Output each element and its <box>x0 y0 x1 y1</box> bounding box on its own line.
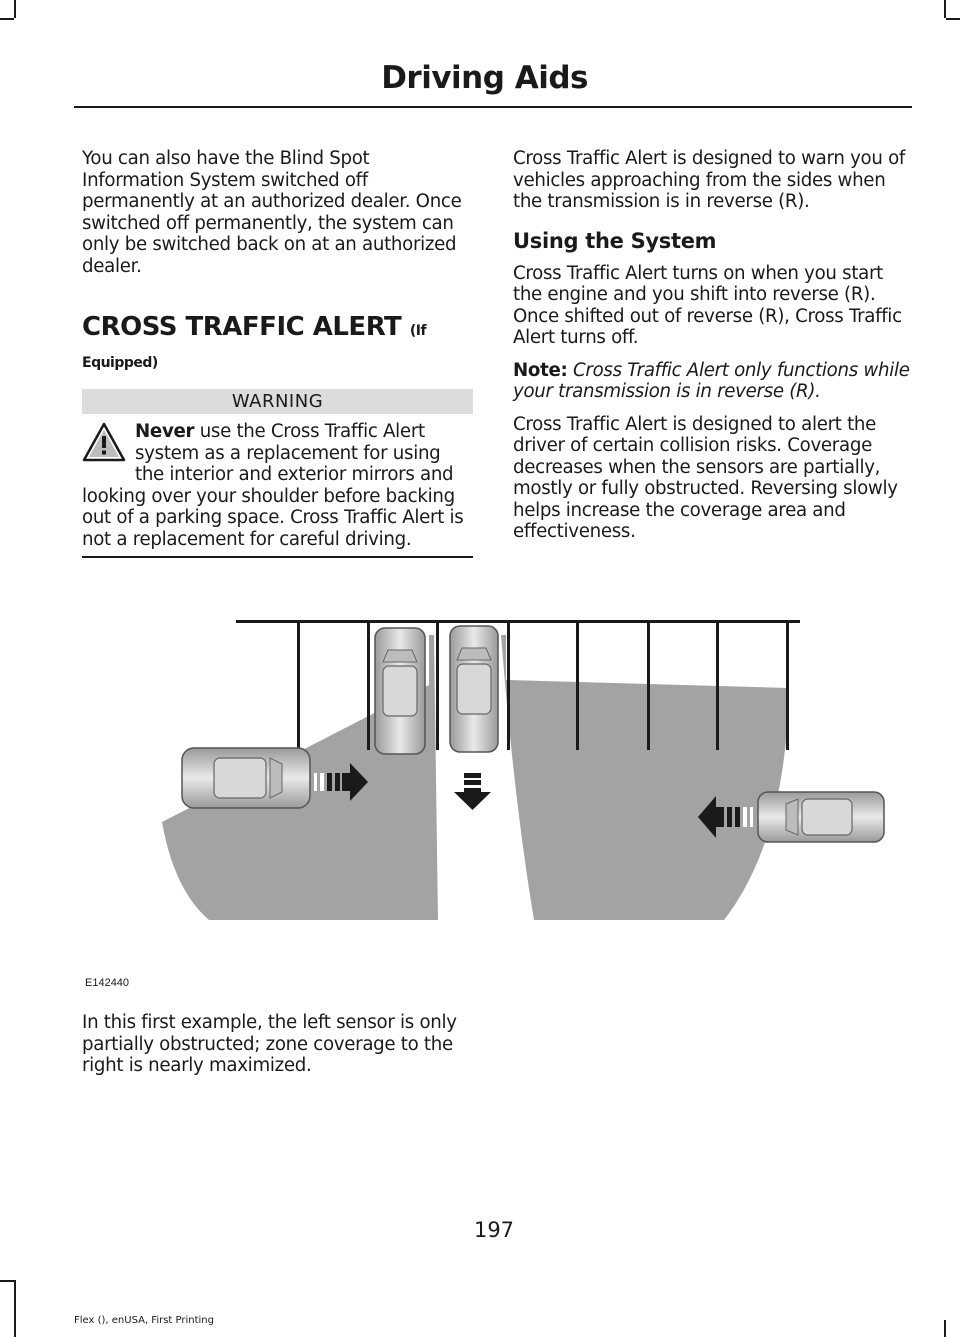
reversing-car <box>450 626 498 752</box>
page-number: 197 <box>473 1218 515 1242</box>
paragraph-coverage: Cross Traffic Alert is designed to alert the driver of certain collision risks. Coverage decreases when the sensors are partially, mostly or fully obstructed. Reversing slowly helps increase the coverage area and effectiveness. <box>513 413 898 542</box>
figure-id: E142440 <box>85 977 130 989</box>
cross-traffic-figure <box>74 600 912 1000</box>
page-header-title: Driving Aids <box>381 60 588 96</box>
crop-mark <box>14 1280 16 1337</box>
intro-paragraph: You can also have the Blind Spot Information System switched off permanently at an authorized dealer. Once switched off permanently, the system can only be switched back on at an authorized dealer. <box>82 148 462 277</box>
section-heading-suffix-line2: Equipped) <box>82 355 158 371</box>
crop-mark <box>946 18 960 20</box>
intro-paragraph-right: Cross Traffic Alert is designed to warn you of vehicles approaching from the sides when the transmission is in reverse (R). <box>513 148 906 212</box>
warning-body <box>82 421 473 558</box>
header-rule <box>74 106 912 108</box>
note-text: Cross Traffic Alert only functions while your transmission is in reverse (R). <box>513 359 910 402</box>
crop-mark <box>0 1280 14 1282</box>
left-column <box>82 148 476 371</box>
footer-text: Flex (), enUSA, First Printing <box>74 1315 214 1326</box>
section-heading-suffix: (If <box>409 323 427 339</box>
note-label: Note: <box>513 359 568 381</box>
cross-traffic-illustration <box>74 600 912 1000</box>
warning-text-indented: use the Cross Traffic Alert system as a replacement for using the interior and exterior mirrors and <box>135 421 454 485</box>
section-heading <box>82 313 476 371</box>
reverse-direction-arrow <box>454 760 491 810</box>
section-heading-main: CROSS TRAFFIC ALERT <box>82 312 402 342</box>
warning-rule <box>82 556 473 558</box>
left-approaching-car <box>182 748 310 808</box>
note-paragraph <box>513 360 911 403</box>
warning-text-full: looking over your shoulder before backing out of a parking space. Cross Traffic Alert is not a replacement for careful driving. <box>82 485 464 550</box>
warning-label: WARNING <box>82 389 473 414</box>
warning-box <box>82 389 473 558</box>
crop-mark <box>944 1320 946 1337</box>
warning-triangle-icon <box>82 421 126 463</box>
parked-car <box>375 628 425 754</box>
subsection-heading: Using the System <box>513 228 717 253</box>
crop-mark <box>14 0 16 18</box>
crop-mark <box>0 18 14 20</box>
figure-caption: In this first example, the left sensor is only partially obstructed; zone coverage to the right is nearly maximized. <box>82 1012 457 1076</box>
parking-line-top <box>236 620 800 623</box>
right-coverage-zone <box>501 635 789 920</box>
right-column <box>513 148 911 554</box>
paragraph-turn-on: Cross Traffic Alert turns on when you start the engine and you shift into reverse (R). Once shifted out of reverse (R), Cross Traffic Alert turns off. <box>513 262 902 348</box>
right-approaching-car <box>758 792 884 842</box>
warning-lead: Never <box>135 421 195 442</box>
crop-mark <box>944 0 946 18</box>
